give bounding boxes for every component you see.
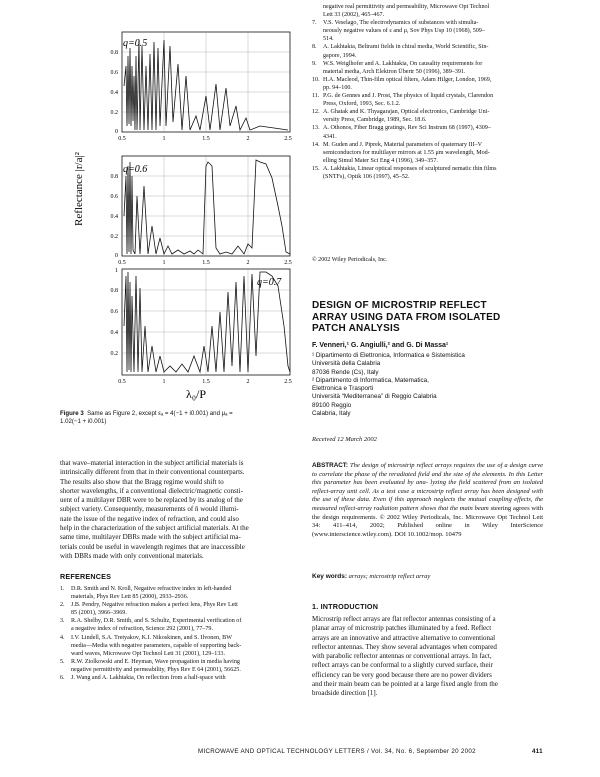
panel-2-ytick: 0.4: [110, 214, 118, 220]
body-line: nate the issue of the negative index of refraction, and could also: [60, 514, 239, 523]
body-line: that wave–material interaction in the subject artificial materials is: [60, 459, 244, 467]
body-line: subject variety. Consequently, measurements of n̄ would illumi-: [60, 505, 239, 514]
panel-3-ytick: 0.4: [110, 330, 118, 336]
abstract-line: test case a microstrip reflect array has been designed with the use of: [312, 487, 543, 504]
caption-label: Figure 3: [60, 410, 84, 417]
references-heading: REFERENCES: [60, 572, 112, 581]
panel-2: [111, 156, 292, 266]
panel-2-ytick: 0.8: [110, 174, 118, 180]
reference-item: [312, 3, 543, 19]
keywords-text: arrays; microstrip reflect array: [348, 573, 431, 580]
body-line: uent of a multilayer DBR were to be replaced by its analog of the: [60, 496, 243, 505]
reference-line: R.W. Ziolkowski and E. Heyman, Wave propagation in media having: [71, 658, 240, 665]
panel-3-xtick: 0.5: [118, 379, 126, 385]
reference-line: M. Guden and J. Piprek, Material parameters of quaternary III–V: [323, 141, 483, 148]
reference-item: [312, 165, 543, 181]
panel-1-xtick: 1.5: [202, 136, 210, 142]
intro-line: broadside direction [1].: [312, 689, 378, 698]
panel-3-xtick: 1.5: [202, 379, 210, 385]
intro-line: Microstrip reflect arrays are flat reflector antennas consisting of a: [312, 615, 496, 623]
panel-1-ytick: 0.2: [110, 110, 118, 116]
body-line: shorter wavelengths, if a conventional dielectric/magnetic consti-: [60, 486, 243, 495]
y-axis-label: Reflectance |r/a|²: [73, 152, 85, 226]
panel-2-xtick: 2: [246, 260, 250, 266]
reference-line: elling Simul Mater Sci Eng 4 (1996), 349–357.: [323, 157, 438, 164]
abstract-line: in Wiley InterScience (www.interscience.wiley.com). DOI 10.1002/mop.: [312, 522, 543, 538]
affiliation-line: ² Dipartimento di Informatica, Matematica,: [312, 376, 429, 384]
abstract-line: Inc. Microwave Opt Technol Lett 34: 411–414, 2002; Published online: [312, 513, 544, 530]
reference-number: 8.: [312, 44, 317, 51]
title-line: PATCH ANALYSIS: [312, 323, 400, 334]
reference-line: H.A. Macleod, Thin-film optical filters, Adam Hilger, London, 1969,: [323, 76, 492, 83]
reference-line: negative permittivity and permeability, Phys Rev E 64 (2001), 56625.: [71, 666, 241, 673]
reference-line: I.V. Lindell, S.A. Tretyakov, K.I. Nikoskinen, and S. Ilvonen, BW: [71, 634, 232, 641]
reference-line: a negative index of refraction, Science 292 (2001), 77–79.: [71, 626, 213, 633]
abstract-line: lyzing the field scattered from an isolated reflect-array unit cell. As a: [312, 479, 543, 495]
reference-line: 4341.: [323, 133, 337, 140]
panel-3-xtick: 2: [246, 379, 250, 385]
affiliation-line: Calabria, Italy: [312, 410, 351, 418]
reference-item: [312, 60, 543, 76]
reference-number: 9.: [312, 60, 317, 67]
reference-line: V.S. Veselago, The electrodynamics of substances with simulta-: [323, 20, 479, 27]
abstract-label: ABSTRACT:: [312, 462, 349, 469]
reference-line: versity Press, Cambridge, 1989, Sec. 18.6.: [323, 117, 427, 124]
reference-line: Press, Oxford, 1993, Sec. 6.1.2.: [323, 101, 401, 108]
reference-item: [312, 43, 543, 59]
title-line: DESIGN OF MICROSTRIP REFLECT: [312, 300, 487, 311]
reference-number: 14.: [312, 141, 320, 148]
panel-2-ytick: 0.6: [110, 194, 118, 200]
reference-number: 10.: [312, 76, 320, 83]
body-line: The results also show that the Bragg regime would shift to: [60, 477, 224, 486]
reference-item: [312, 92, 543, 108]
panel-3-xtick: 2.5: [284, 379, 292, 385]
panel-1-ytick: 0.8: [110, 50, 118, 56]
panel-3-ytick: 1: [115, 268, 118, 274]
panel-2-ytick: 0.2: [110, 234, 118, 240]
panel-3-ytick: 0.2: [110, 351, 118, 357]
reference-line: J. Wang and A. Lakhtakia, On reflection from a half-space with: [71, 675, 226, 682]
reference-line: material media, Arch Elektron Übertr 50 (1996), 389–391.: [323, 68, 466, 75]
abstract-line: a design curve to correlate the phase of the reradiated field and the size: [312, 462, 544, 478]
reference-item: [312, 108, 543, 124]
reference-line: P.G. de Gennes and J. Prost, The physics of liquid crystals, Clarendon: [323, 93, 494, 100]
reference-line: Lett 33 (2002), 465–467.: [323, 12, 385, 19]
article-title: [312, 300, 543, 335]
reference-line: A. Lakhtakia, Beltrami fields in chiral media, World Scientific, Sin-: [323, 44, 489, 51]
abstract-line: of the elements. In this Letter this parameter has been evaluated by ana-: [312, 470, 544, 487]
panel-1: [111, 32, 292, 142]
reference-line: J.B. Pendry, Negative refraction makes a perfect lens, Phys Rev Lett: [71, 602, 238, 609]
panel-2-xtick: 1.5: [202, 260, 210, 266]
reference-line: neously negative values of ε and μ, Sov Phys Usp 10 (1968), 509–: [323, 28, 485, 35]
references-right: [312, 3, 543, 181]
reference-line: negative real permittivity and permeability, Microwave Opt Technol: [323, 4, 490, 10]
reference-item: [60, 617, 290, 633]
reference-line: A. Othonos, Fiber Bragg gratings, Rev Sci Instrum 68 (1997), 4309–: [323, 125, 491, 132]
reference-item: [312, 76, 543, 92]
affiliation-line: Università della Calabria: [312, 360, 381, 368]
reference-item: [312, 141, 543, 165]
reference-number: 3.: [60, 618, 65, 625]
reference-line: R.A. Shelby, D.R. Smith, and S. Schultz, Experimental verification of: [71, 618, 242, 625]
intro-line: and their main beam can be pointed at a large fixed angle from the: [312, 680, 498, 689]
panel-1-xtick: 0.5: [118, 136, 126, 142]
reference-item: [312, 124, 543, 140]
reference-line: semiconductors for multilayer mirrors at 1.55 μm wavelength, Mod-: [323, 149, 490, 156]
authors: F. Venneri,¹ G. Angiulli,² and G. Di Massa¹: [312, 342, 449, 349]
reference-line: 514.: [323, 36, 334, 43]
reference-item: [312, 19, 543, 43]
abstract-line: these data. Even if this approach neglects the mutual coupling effects,: [341, 496, 533, 504]
panel-2-annotation: q=0.6: [123, 164, 148, 175]
affiliation-line: Elettronica e Trasporti: [312, 385, 374, 393]
intro-line: reflector antennas. They show several advantages when compared: [312, 642, 497, 651]
reference-number: 1.: [60, 586, 65, 592]
panel-1-ytick: 0: [115, 129, 118, 135]
abstract: [312, 462, 543, 539]
body-line: terials could be useful in wavelength regimes that are inaccessible: [60, 542, 245, 551]
intro-line: planar array of microstrip patches illuminated by a feed. Reflect: [312, 624, 492, 633]
affiliations: [312, 352, 543, 418]
panel-2-xtick: 1: [162, 260, 166, 266]
reference-line: pp. 94–100.: [323, 84, 352, 91]
reference-line: 85 (2001), 3966–3969.: [71, 610, 127, 617]
panel-1-ytick: 0.4: [110, 90, 118, 96]
body-line: with DBRs made with only conventional materials.: [60, 551, 204, 560]
reference-number: 13.: [312, 125, 320, 132]
panel-1-ytick: 0.6: [110, 70, 118, 76]
affiliation-line: 89100 Reggio: [312, 401, 352, 409]
reference-item: [60, 634, 290, 658]
panel-2-ytick: 0: [115, 253, 118, 259]
keywords-label: Key words:: [312, 573, 348, 580]
intro-line: with parabolic reflector antennas or conventional arrays. In fact,: [312, 652, 492, 661]
intro-line: efficiency can be very good because there are no power dividers: [312, 670, 492, 679]
reference-line: (SNTFs), Optik 106 (1997), 45–52.: [323, 173, 410, 180]
figure-caption: [60, 410, 292, 426]
reference-item: [60, 601, 290, 617]
panel-3-ytick: 0.6: [110, 309, 118, 315]
affiliation-line: ¹ Dipartimento di Elettronica, Informatica e Sistemistica: [312, 352, 465, 359]
body-line: help in the characterization of the subject artificial materials. At the: [60, 524, 249, 533]
panel-2-curve: [124, 160, 290, 254]
caption-line: Same as Figure 2, except εₐ = 4(−1 + i0.001) and μₐ =: [87, 410, 233, 417]
title-line: ARRAY USING DATA FROM ISOLATED: [312, 311, 501, 323]
received-date: Received 12 March 2002: [312, 436, 377, 443]
reference-item: [60, 674, 290, 682]
panel-3-annotation: q=0.7: [257, 277, 282, 288]
reference-number: 7.: [312, 20, 317, 27]
affiliation-line: Università “Mediterranea” di Reggio Calabria: [312, 393, 437, 401]
reference-number: 12.: [312, 109, 320, 116]
references-left: [60, 572, 290, 682]
reference-line: A. Lakhtakia, Linear optical responses of sculptured nematic thin films: [323, 165, 497, 172]
reference-item: [60, 658, 290, 674]
reference-number: 6.: [60, 675, 65, 682]
reference-number: 11.: [312, 93, 320, 100]
reference-line: materials, Phys Rev Lett 85 (2000), 2933–2936.: [71, 594, 189, 601]
copyright: © 2002 Wiley Periodicals, Inc.: [312, 257, 388, 263]
panel-3-ytick: 0.8: [110, 288, 118, 294]
reference-line: ward waves, Microwave Opt Technol Lett 31 (2001), 129–133.: [71, 650, 225, 657]
panel-2-xtick: 0.5: [118, 260, 126, 266]
caption-line: 1.02(−1 + i0.001): [60, 418, 107, 426]
panel-1-xtick: 2.5: [284, 136, 292, 142]
panel-1-xtick: 2: [246, 136, 250, 142]
abstract-line: steering agrees with the design requirements. © 2002 Wiley Periodicals,: [312, 504, 543, 521]
keywords: [312, 573, 543, 580]
abstract-line: The design of microstrip reflect arrays requires the use of: [350, 462, 503, 469]
reference-number: 2.: [60, 602, 65, 609]
x-axis-label: λ₀/P: [186, 387, 207, 401]
reference-line: D.R. Smith and N. Kroll, Negative refractive index in left-handed: [71, 586, 232, 592]
reference-number: 15.: [312, 165, 320, 172]
intro-line: reflect arrays can be conformal to a slightly curved surface, their: [312, 661, 493, 670]
affiliation-line: 87036 Rende (Cs), Italy: [312, 368, 379, 376]
intro-line: arrays are an innovative and attractive alternative to conventional: [312, 633, 496, 642]
panel-1-xtick: 1: [162, 136, 166, 142]
body-line: same time, multilayer DBRs made with the subject artificial ma-: [60, 533, 241, 542]
abstract-line: the measured reflect-array radiation pattern shows that the main beam: [312, 496, 544, 512]
journal-footer: MICROWAVE AND OPTICAL TECHNOLOGY LETTERS / Vol. 34, No. 6, September 20 2002: [198, 748, 476, 755]
page-number: 411: [532, 748, 543, 755]
left-body-text: [60, 459, 290, 561]
section-heading: 1. INTRODUCTION: [312, 602, 379, 611]
panel-3: [111, 268, 292, 385]
reference-line: media—Media with negative parameters, capable of supporting back-: [71, 642, 242, 649]
reference-item: [60, 585, 290, 601]
reference-line: A. Ghatak and K. Thyagarajan, Optical electronics, Cambridge Uni-: [323, 109, 490, 116]
reference-line: W.S. Weiglhofer and A. Lakhtakia, On causality requirements for: [323, 60, 483, 67]
reflectance-figure: [60, 26, 295, 401]
reference-line: gapore, 1994.: [323, 52, 357, 59]
body-line: intrinsically different from that in their conventional counterparts.: [60, 468, 245, 477]
reference-number: 5.: [60, 658, 65, 665]
panel-3-xtick: 1: [162, 379, 166, 385]
abstract-line: 10479: [445, 530, 462, 538]
panel-2-xtick: 2.5: [284, 260, 292, 266]
panel-1-annotation: q=0.5: [123, 38, 148, 49]
introduction-text: [312, 615, 543, 699]
reference-number: 4.: [60, 634, 65, 641]
